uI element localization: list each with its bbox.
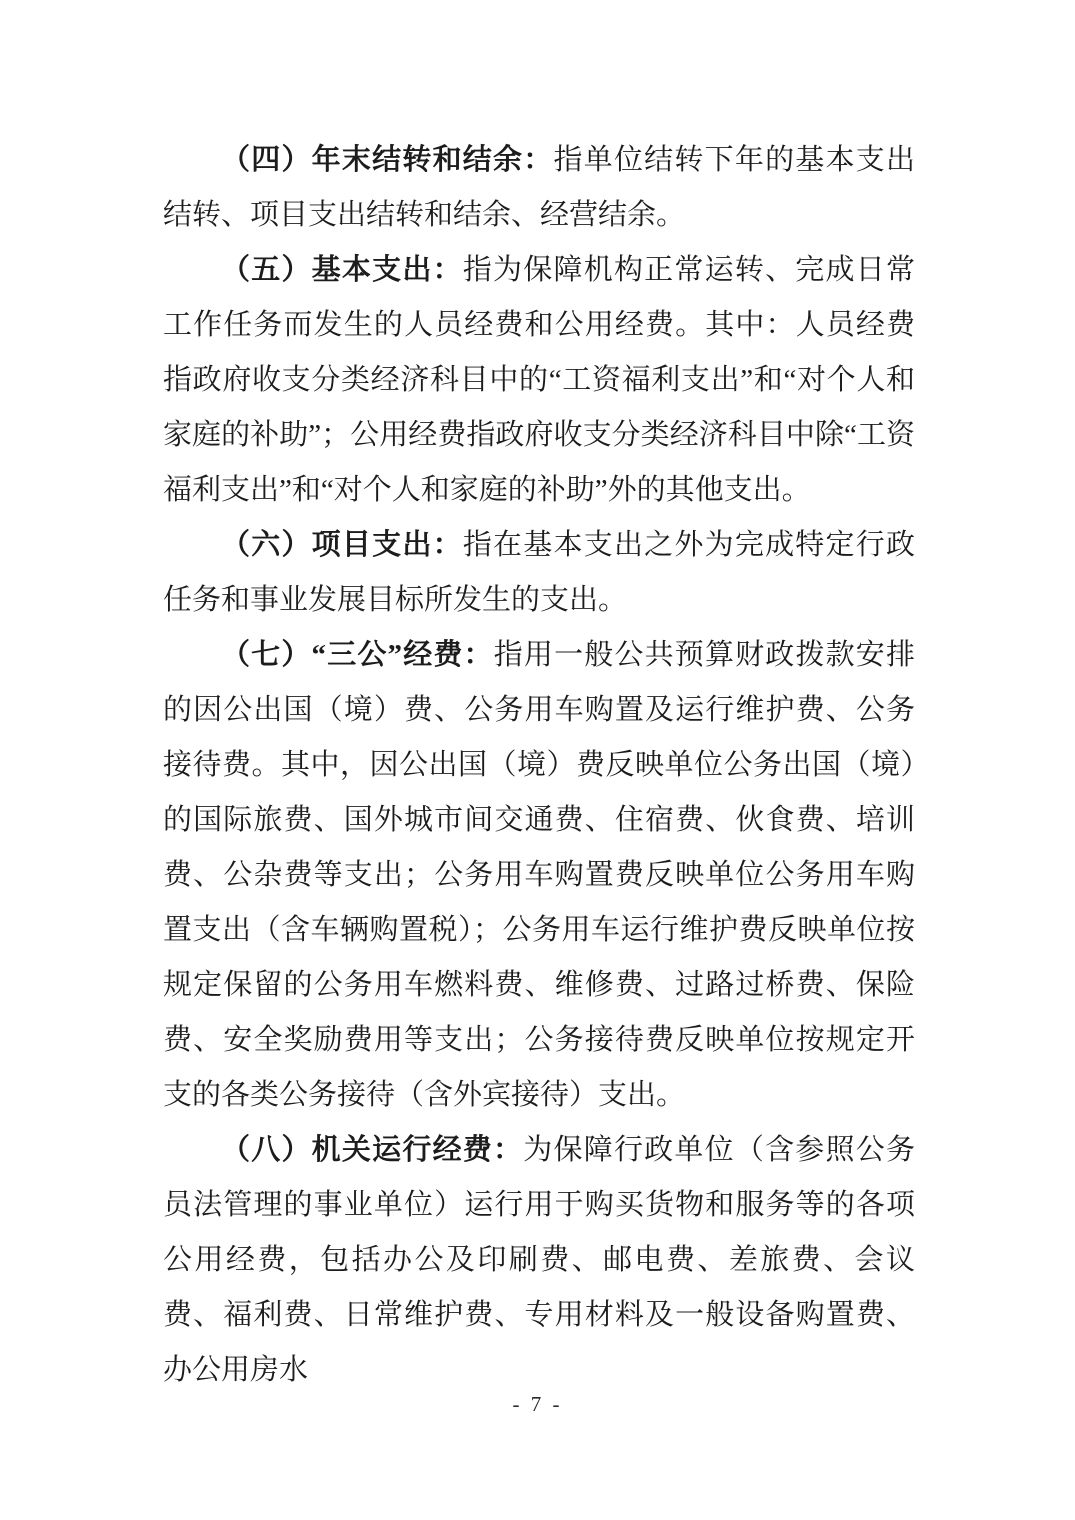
paragraph-agency-operating-funds-body: 为保障行政单位（含参照公务员法管理的事业单位）运行用于购买货物和服务等的各项公用经费，包括办公及印刷费、邮电费、差旅费、会议费、福利费、日常维护费、专用材料及一般设备购置费、办公用房水 (163, 1134, 915, 1386)
paragraph-agency-operating-funds (163, 1123, 915, 1398)
page-number: - 7 - (512, 1392, 563, 1416)
paragraph-basic-expenditure-body: 指为保障机构正常运转、完成日常工作任务而发生的人员经费和公用经费。其中：人员经费指政府收支分类经济科目中的“工资福利支出”和“对个人和家庭的补助”；公用经费指政府收支分类经济科目中除“工资福利支出”和“对个人和家庭的补助”外的其他支出。 (163, 254, 915, 506)
paragraph-three-public-funds-body: 指用一般公共预算财政拨款安排的因公出国（境）费、公务用车购置及运行维护费、公务接待费。其中，因公出国（境）费反映单位公务出国（境）的国际旅费、国外城市间交通费、住宿费、伙食费、培训费、公杂费等支出；公务用车购置费反映单位公务用车购置支出（含车辆购置税）；公务用车运行维护费反映单位按规定保留的公务用车燃料费、维修费、过路过桥费、保险费、安全奖励费用等支出；公务接待费反映单位按规定开支的各类公务接待（含外宾接待）支出。 (163, 639, 915, 1111)
paragraph-three-public-funds (163, 628, 915, 1123)
paragraph-basic-expenditure-heading: （五）基本支出： (221, 254, 463, 286)
paragraph-year-end-carryover-body: 指单位结转下年的基本支出结转、项目支出结转和结余、经营结余。 (163, 144, 915, 231)
paragraph-project-expenditure-heading: （六）项目支出： (221, 529, 463, 561)
paragraph-agency-operating-funds-heading: （八）机关运行经费： (221, 1134, 524, 1166)
paragraph-year-end-carryover-heading: （四）年末结转和结余： (221, 144, 554, 176)
paragraph-three-public-funds-heading: （七）“三公”经费： (221, 639, 494, 671)
paragraph-project-expenditure (163, 518, 915, 628)
paragraph-basic-expenditure (163, 243, 915, 518)
document-text-block (163, 133, 915, 1398)
paragraph-year-end-carryover (163, 133, 915, 243)
paragraph-project-expenditure-body: 指在基本支出之外为完成特定行政任务和事业发展目标所发生的支出。 (163, 529, 915, 616)
